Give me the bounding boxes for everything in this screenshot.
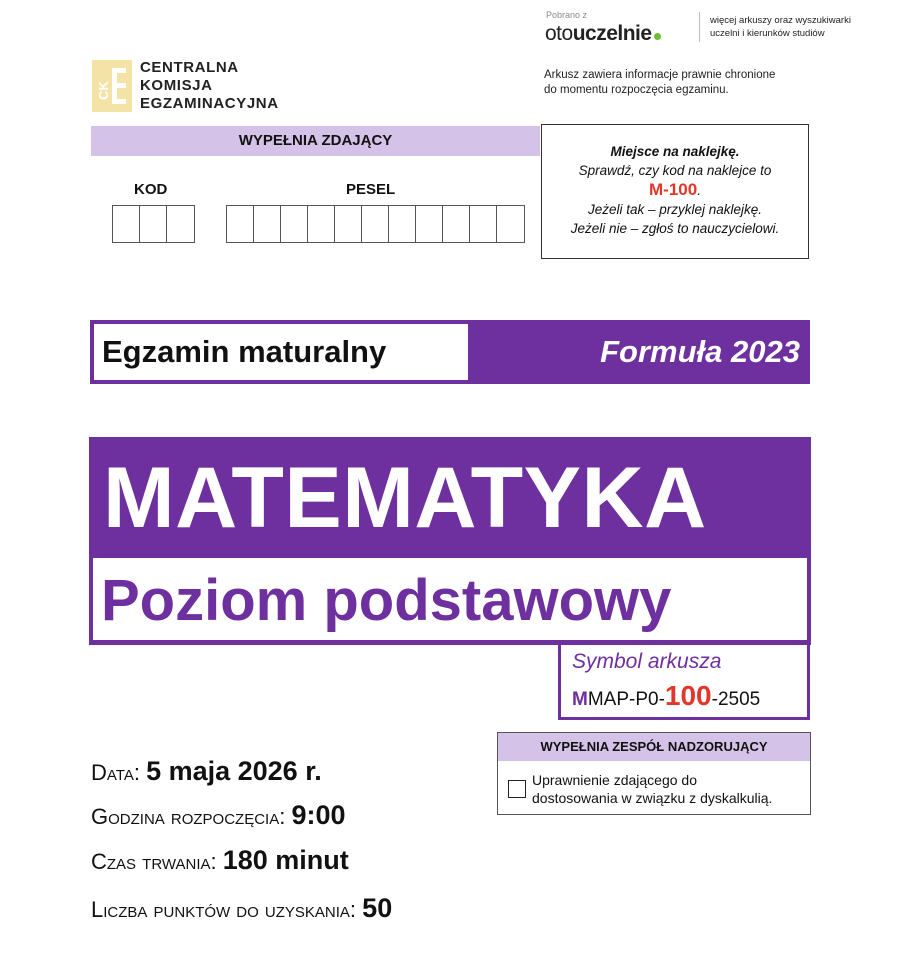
pesel-cell[interactable] (362, 206, 389, 242)
sheet-symbol-label: Symbol arkusza (572, 650, 722, 673)
logo-wordmark (140, 59, 279, 113)
kod-cell[interactable] (113, 206, 140, 242)
sticker-area[interactable] (541, 124, 809, 259)
pesel-cell[interactable] (416, 206, 443, 242)
logo-mark-letters: CK (96, 81, 111, 100)
sticker-yes-text: Jeżeli tak – przyklej naklejkę. (587, 202, 763, 217)
brand-logo[interactable] (545, 22, 661, 46)
points-line (91, 893, 392, 924)
tagline-line-2: uczelni i kierunków studiów (710, 28, 825, 39)
supervisors-box (497, 732, 811, 815)
pesel-label: PESEL (346, 181, 396, 198)
pesel-cell[interactable] (497, 206, 524, 242)
notice-line-2: do momentu rozpoczęcia egzaminu. (544, 84, 729, 96)
subject-block (89, 437, 811, 645)
start-time-label: Godzina rozpoczęcia: (91, 804, 286, 829)
exam-name: Egzamin maturalny (102, 334, 387, 369)
kod-label: KOD (134, 181, 168, 198)
date-label: Data: (91, 760, 140, 785)
duration-line (91, 845, 349, 876)
pesel-cell[interactable] (281, 206, 308, 242)
start-time-line (91, 800, 346, 831)
kod-field[interactable] (112, 205, 195, 243)
supervisors-header: WYPEŁNIA ZESPÓŁ NADZORUJĄCY (498, 733, 810, 761)
dyscalculia-checkbox[interactable] (508, 780, 526, 798)
exam-banner (90, 320, 810, 384)
notice-line-1: Arkusz zawiera informacje prawnie chronione (544, 69, 776, 81)
checkbox-label-line-1: Uprawnienie zdającego do (532, 772, 697, 788)
sticker-code-suffix: . (697, 183, 701, 198)
pesel-cell[interactable] (335, 206, 362, 242)
exam-formula: Formuła 2023 (600, 334, 800, 369)
banner-tagline (710, 14, 851, 40)
dyscalculia-checkbox-label (532, 771, 772, 807)
pobrano-label: Pobrano z (546, 10, 588, 20)
confidential-notice (544, 68, 775, 98)
exam-date-line (91, 756, 322, 787)
pesel-cell[interactable] (470, 206, 497, 242)
pesel-field[interactable] (226, 205, 525, 243)
logo-line-3: EGZAMINACYJNA (140, 95, 279, 112)
pesel-cell[interactable] (227, 206, 254, 242)
points-value: 50 (362, 893, 393, 923)
logo-line-1: CENTRALNA (140, 59, 239, 76)
pesel-cell[interactable] (254, 206, 281, 242)
sheet-symbol-code (572, 680, 760, 712)
sheet-symbol-box (558, 641, 810, 720)
brand-dot-icon (654, 33, 661, 40)
kod-cell[interactable] (167, 206, 194, 242)
tagline-line-1: więcej arkuszy oraz wyszukiwarki (710, 15, 851, 26)
candidate-header: WYPEŁNIA ZDAJĄCY (91, 126, 540, 156)
cke-logo-mark-icon (92, 60, 132, 112)
symbol-prefix-letter: M (572, 689, 588, 710)
date-value: 5 maja 2026 r. (146, 756, 322, 786)
sticker-no-text: Jeżeli nie – zgłoś to nauczycielowi. (570, 221, 780, 236)
sticker-check-text: Sprawdź, czy kod na naklejce to (578, 163, 772, 178)
level-panel (93, 558, 807, 640)
download-banner (545, 8, 895, 48)
start-time-value: 9:00 (291, 800, 346, 830)
cke-logo (92, 59, 322, 115)
brand-bold-text: uczelnie (572, 22, 652, 45)
kod-cell[interactable] (140, 206, 167, 242)
symbol-number: 100 (664, 680, 712, 711)
points-label: Liczba punktów do uzyskania: (91, 897, 357, 922)
sticker-code: M-100 (649, 180, 698, 199)
subject-level: Poziom podstawowy (101, 568, 672, 633)
symbol-prefix: MAP-P0- (587, 689, 665, 710)
banner-divider (699, 12, 700, 42)
checkbox-label-line-2: dostosowania w związku z dyskalkulią. (532, 790, 773, 806)
logo-e-glyph (112, 68, 126, 104)
pesel-cell[interactable] (443, 206, 470, 242)
pesel-cell[interactable] (308, 206, 335, 242)
sticker-title: Miejsce na naklejkę. (610, 144, 740, 159)
pesel-cell[interactable] (389, 206, 416, 242)
duration-label: Czas trwania: (91, 849, 217, 874)
subject-title: MATEMATYKA (103, 450, 707, 546)
symbol-suffix: -2505 (711, 689, 761, 710)
brand-light-text: oto (545, 22, 573, 45)
logo-line-2: KOMISJA (140, 77, 213, 94)
duration-value: 180 minut (222, 845, 349, 875)
